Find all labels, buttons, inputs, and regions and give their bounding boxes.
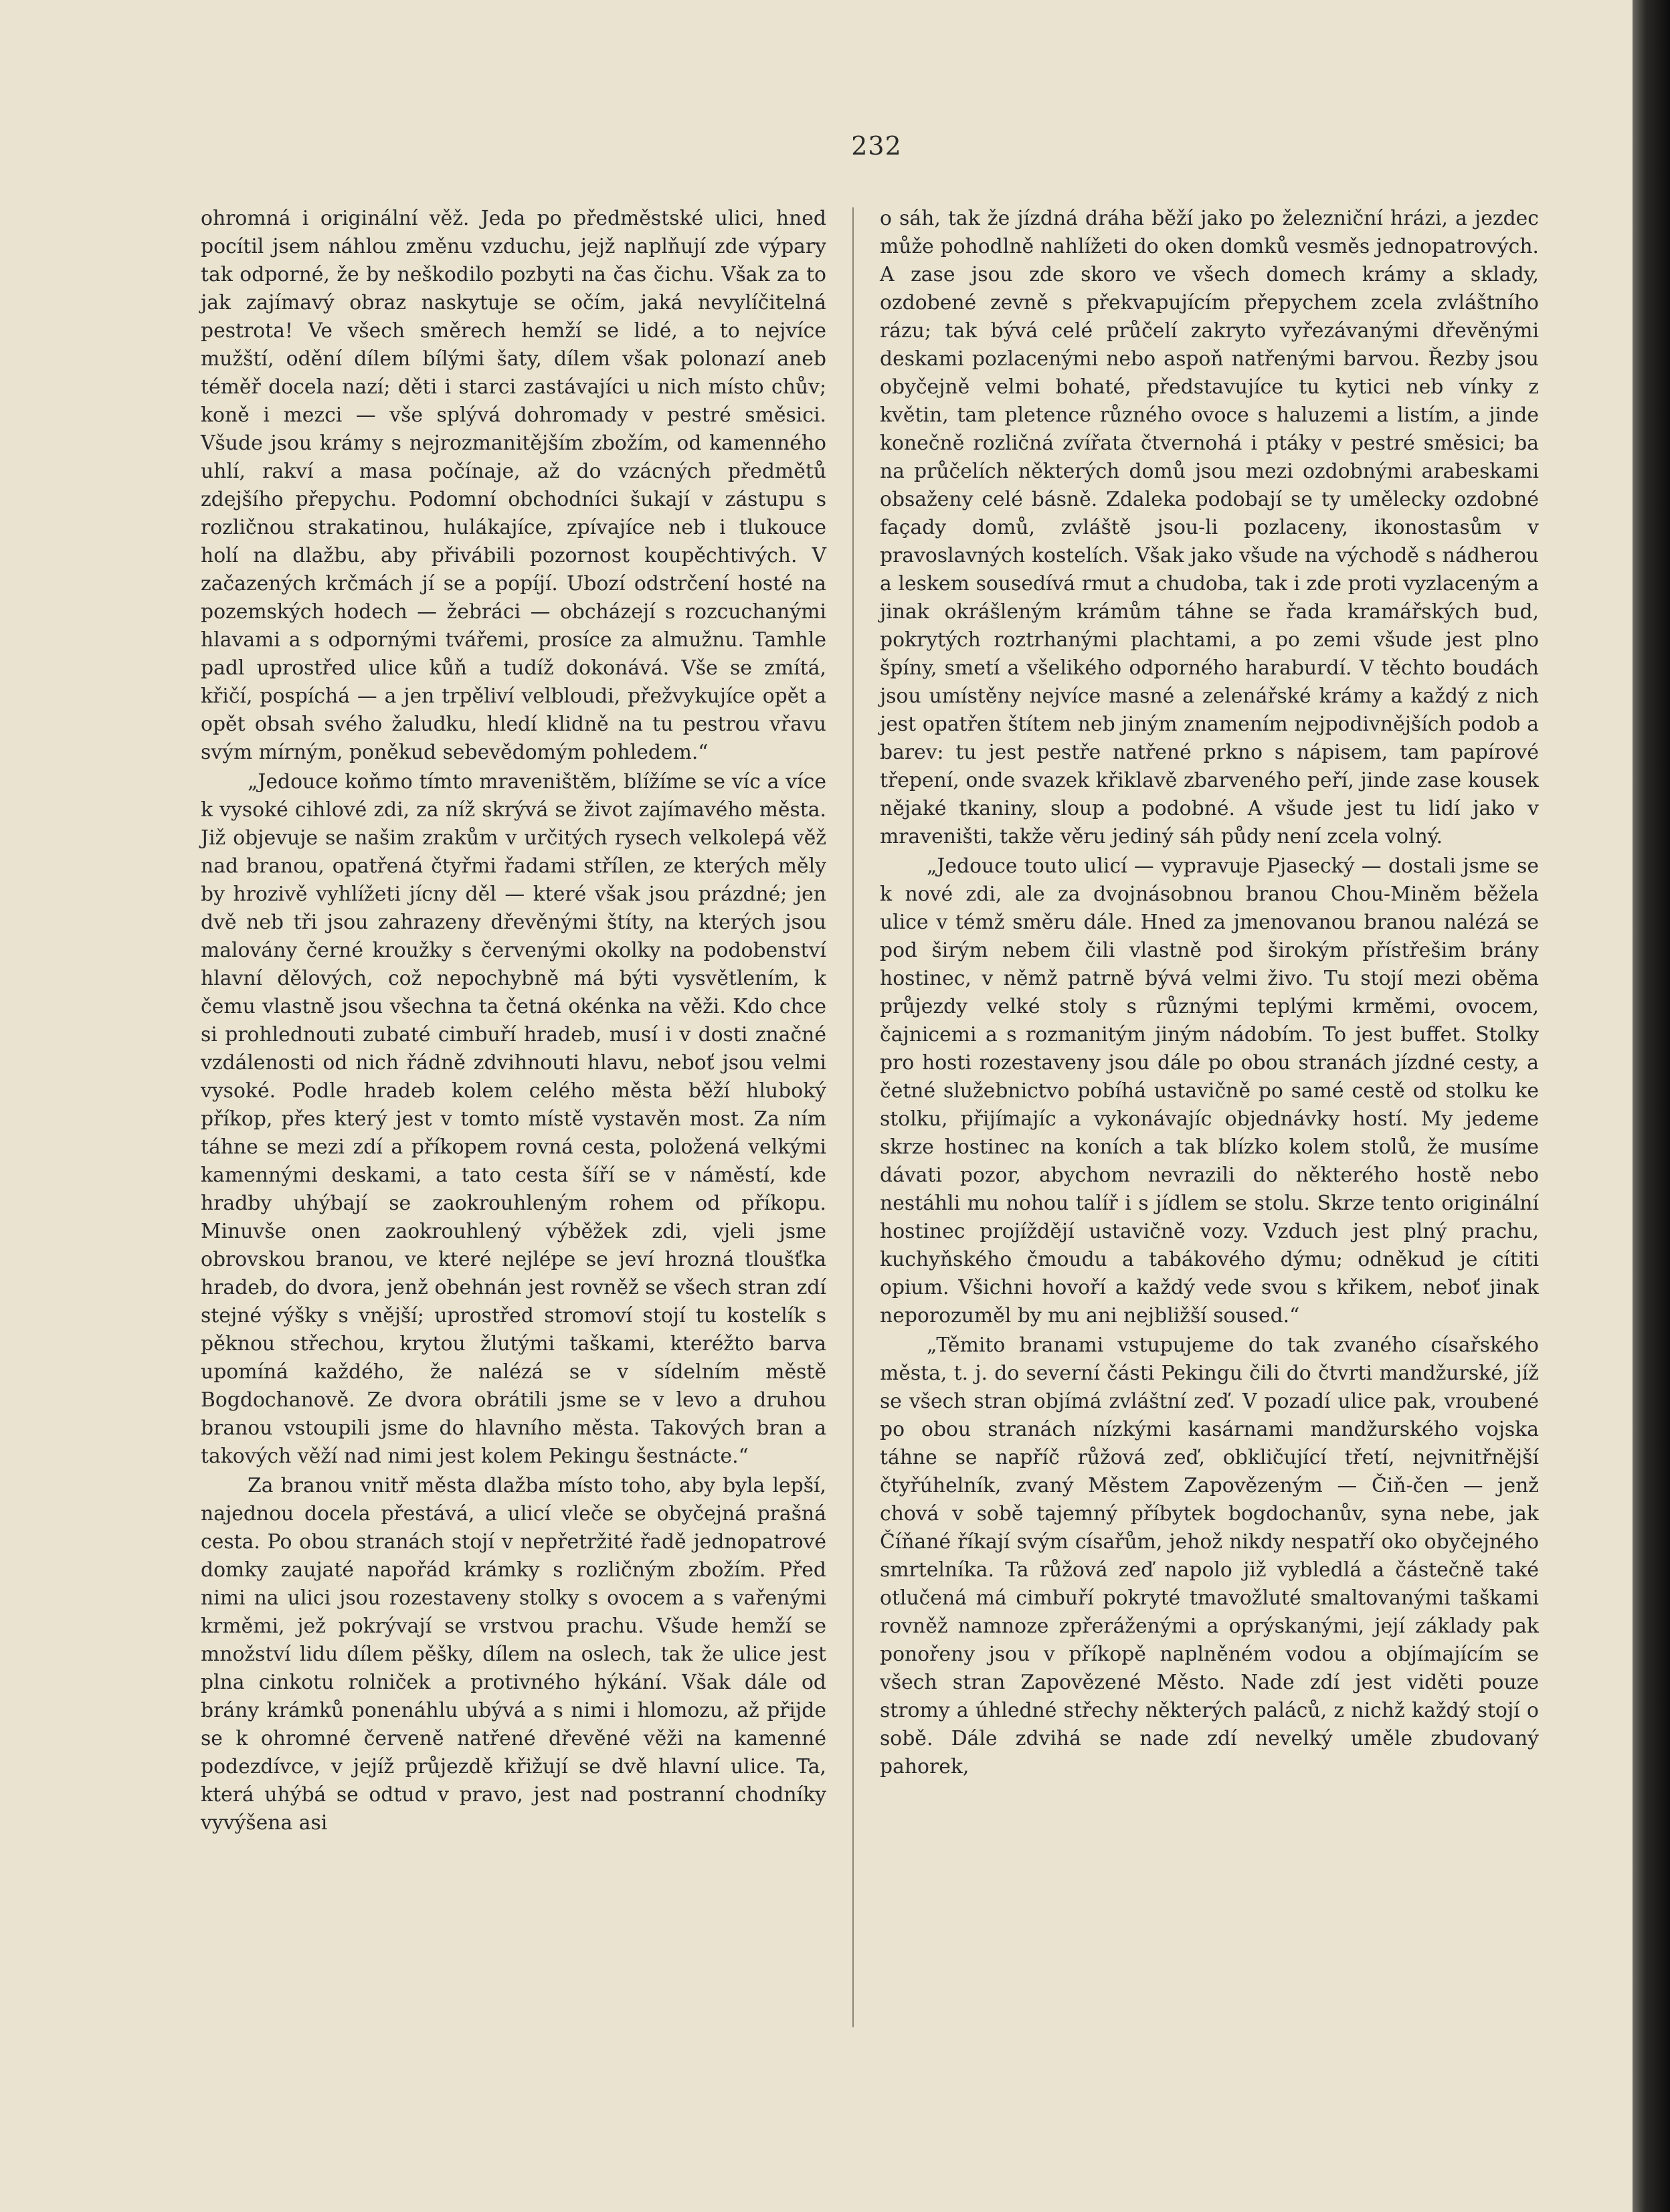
left-paragraph-1: ohromná i originální věž. Jeda po předměstské ulici, hned pocítil jsem náhlou změnu vzduchu, jejž naplňují zde výpary tak odporné, že by neškodilo pozbyti na čas čichu. Však za to jak zajímavý obraz naskytuje se očím, jaká nevylíčitelná pestrota! Ve všech směrech hemží se lidé, a to nejvíce mužští, odění dílem bílými šaty, dílem však polonazí aneb téměř docela nazí; děti i starci zastávajíci u nich místo chův; koně i mezci — vše splývá dohromady v pestré směsici. Všude jsou krámy s nejrozmanitějším zbožím, od kamenného uhlí, rakví a masa počínaje, až do vzácných předmětů zdejšího přepychu. Podomní obchodníci šukají v zástupu s rozličnou strakatinou, hulákajíce, zpívajíce neb i tlukouce holí na dlažbu, aby přivábili pozornost koupěchtivých. V začazených krčmách jí se a popíjí. Ubozí odstrčení hosté na pozemských hodech — žebráci — obcházejí s rozcuchanými hlavami a s odpornými tvářemi, prosíce za almužnu. Tamhle padl uprostřed ulice kůň a tudíž dokonává. Vše se zmítá, křičí, pospíchá — a jen trpěliví velbloudi, přežvykujíce opět a opět obsah svého žaludku, hledí klidně na tu pestrou vřavu svým mírným, poněkud sebevědomým pohledem.“ <box>201 207 826 764</box>
right-column <box>880 205 1539 1781</box>
page-number: 232 <box>851 131 902 161</box>
left-paragraph-3: Za branou vnitř města dlažba místo toho, aby byla lepší, najednou docela přestává, a ulicí vleče se obyčejná prašná cesta. Po obou stranách stojí v nepřetržité řadě jednopatrové domky zaujaté napořád krámky s rozličným zbožím. Před nimi na ulici jsou rozestaveny stolky s ovocem a s vařenými krměmi, jež pokrývají se vrstvou prachu. Všude hemží se množství lidu dílem pěšky, dílem na oslech, tak že ulice jest plna cinkotu rolniček a protivného hýkání. Však dále od brány krámků ponenáhlu ubývá a s nimi i hlomozu, až přijde se k ohromné červeně natřené dřevěné věži na kamenné podezdívce, v jejíž průjezdě křižují se dvě hlavní ulice. Ta, která uhýbá se odtud v pravo, jest nad postranní chodníky vyvýšena asi <box>201 1474 826 1835</box>
right-paragraph-3: „Těmito branami vstupujeme do tak zvaného císařského města, t. j. do severní části Pekingu čili do čtvrti mandžurské, jíž se všech stran objímá zvláštní zeď. V pozadí ulice pak, vroubené po obou stranách nízkými kasárnami mandžurského vojska táhne se napříč růžová zeď, obkličující třetí, nejvnitřnější čtyřúhelník, zvaný Městem Zapovězeným — Čiň-čen — jenž chová v sobě tajemný příbytek bogdochanův, syna nebe, jak Číňané říkají svým císařům, jehož nikdy nespatří oko obyčejného smrtelníka. Ta růžová zeď napolo již vybledlá a částečně také otlučená má cimbuří pokryté tmavožluté smaltovanými taškami rovněž namnoze zpřeráženými a oprýskanými, její základy pak ponořeny jsou v příkopě naplněném vodou a objímajícím se všech stran Zapovězené Město. Nade zdí jest viděti pouze stromy a úhledné střechy některých paláců, z nichž každý stojí o sobě. Dále zdvihá se nade zdí nevelký uměle zbudovaný pahorek, <box>880 1333 1539 1778</box>
left-paragraph-2: „Jedouce koňmo tímto mraveništěm, blížíme se víc a více k vysoké cihlové zdi, za níž skrývá se život zajímavého města. Již objevuje se našim zrakům v určitých rysech velkolepá věž nad branou, opatřená čtyřmi řadami střílen, ze kterých měly by hrozivě vyhlížeti jícny děl — které však jsou prázdné; jen dvě neb tři jsou zahrazeny dřevěnými štíty, na kterých jsou malovány černé kroužky s červenými okolky na podobenství hlavní dělových, což nepochybně má býti vysvětlením, k čemu vlastně jsou všechna ta četná okénka na věži. Kdo chce si prohlednouti zubaté cimbuří hradeb, musí i v dosti značné vzdálenosti od nich řádně zdvihnouti hlavu, neboť jsou velmi vysoké. Podle hradeb kolem celého města běží hluboký příkop, přes který jest v tomto místě vystavěn most. Za ním táhne se mezi zdí a příkopem rovná cesta, položená velkými kamennými deskami, a tato cesta šíří se v náměstí, kde hradby uhýbají se zaokrouhleným rohem od příkopu. Minuvše onen zaokrouhlený výběžek zdi, vjeli jsme obrovskou branou, ve které nejlépe se jeví hrozná tloušťka hradeb, do dvora, jenž obehnán jest rovněž se všech stran zdí stejné výšky s vnější; uprostřed stromoví stojí tu kostelík s pěknou střechou, krytou žlutými taškami, kteréžto barva upomíná každého, že nalézá se v sídelním městě Bogdochanově. Ze dvora obrátili jsme se v levo a druhou branou vstoupili jsme do hlavního města. Takových bran a takových věží nad nimi jest kolem Pekingu šestnácte.“ <box>201 770 826 1468</box>
right-paragraph-2: „Jedouce touto ulicí — vypravuje Pjasecký — dostali jsme se k nové zdi, ale za dvojnásobnou branou Chou-Miněm běžela ulice v témž směru dále. Hned za jmenovanou branou nalézá se pod širým nebem čili vlastně pod širokým přístřešim brány hostinec, v němž patrně bývá velmi živo. Tu stojí mezi oběma průjezdy velké stoly s různými teplými krměmi, ovocem, čajnicemi a s rozmanitým jiným nádobím. To jest buffet. Stolky pro hosti rozestaveny jsou dále po obou stranách jízdné cesty, a četné služebnictvo pobíhá ustavičně po samé cestě od stolku ke stolku, přijímajíc a vykonávajíc objednávky hostí. My jedeme skrze hostinec na koních a tak blízko kolem stolů, že musíme dávati pozor, abychom nevrazili do některého hostě nebo nestáhli mu nohou talíř i s jídlem se stolu. Skrze tento originální hostinec projíždějí ustavičně vozy. Vzduch jest plný prachu, kuchyňského čmoudu a tabákového dýmu; odněkud je cítiti opium. Všichni hovoří a každý vede svou s křikem, neboť jinak neporozuměl by mu ani nejbližší soused.“ <box>880 854 1539 1327</box>
left-column <box>201 205 826 1837</box>
scan-edge-shadow <box>1633 0 1670 2212</box>
column-divider <box>852 207 854 2027</box>
right-paragraph-1: o sáh, tak že jízdná dráha běží jako po železniční hrázi, a jezdec může pohodlně nahlížeti do oken domků vesměs jednopatrových. A zase jsou zde skoro ve všech domech krámy a sklady, ozdobené zevně s překvapujícím přepychem zcela zvláštního rázu; tak bývá celé průčelí zakryto vyřezávanými dřevěnými deskami pozlacenými nebo aspoň natřenými barvou. Řezby jsou obyčejně velmi bohaté, představujíce tu kytici neb vínky z květin, tam pletence různého ovoce s haluzemi a listím, a jinde konečně rozličná zvířata čtvernohá i ptáky v pestré směsici; ba na průčelích některých domů jsou mezi ozdobnými arabeskami obsaženy celé básně. Zdaleka podobají se ty umělecky ozdobné façady domů, zvláště jsou-li pozlaceny, ikonostasům v pravoslavných kostelích. Však jako všude na východě s nádherou a leskem sousedívá rmut a chudoba, tak i zde proti vyzlaceným a jinak okrášleným krámům táhne se řada kramářských bud, pokrytých roztrhanými plachtami, a po zemi všude jest plno špíny, smetí a všelikého odporného haraburdí. V těchto boudách jsou umístěny nejvíce masné a zelenářské krámy a každý z nich jest opatřen štítem neb jiným znamením nejpodivnějších podob a barev: tu jest pestře natřené prkno s nápisem, tam papírové třepení, onde svazek křiklavě zbarveného peří, jinde zase kousek nějaké tkaniny, sloup a podobné. A všude jest tu lidí jako v mraveništi, takže věru jediný sáh půdy není zcela volný. <box>880 207 1539 848</box>
